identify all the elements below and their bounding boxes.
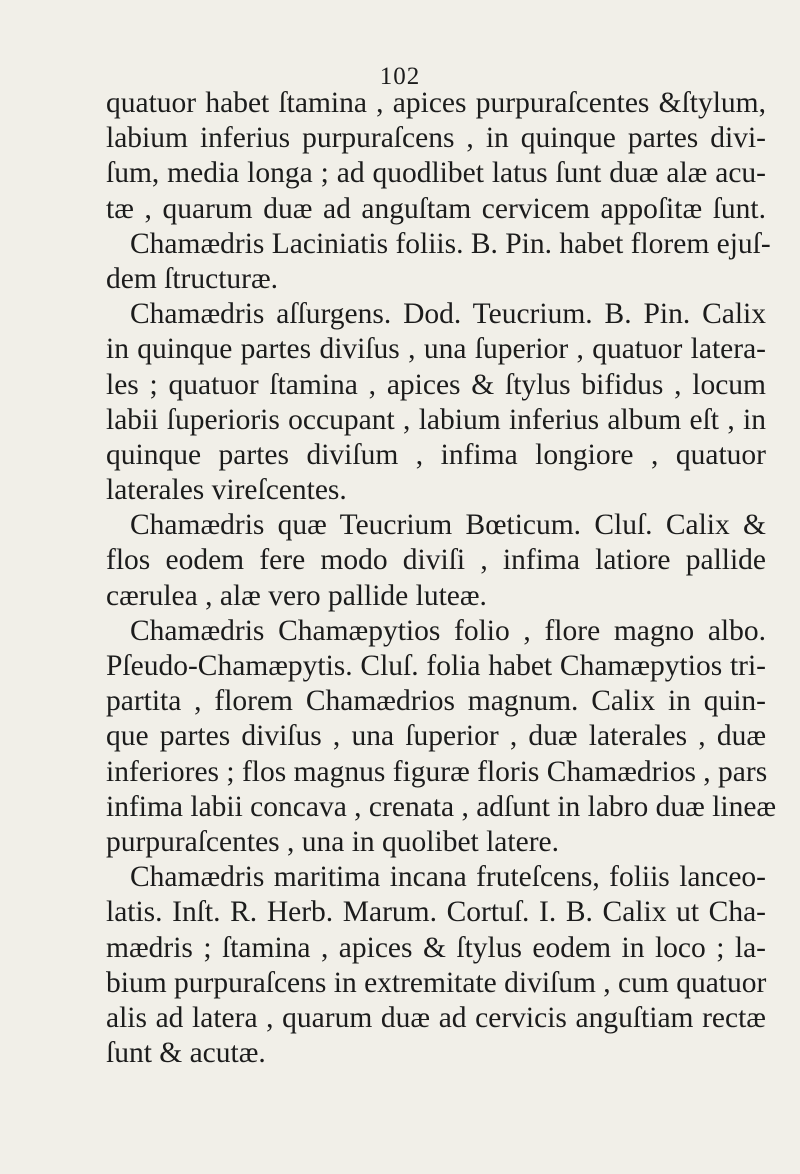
text-line: quatuor habet ſtamina , apices purpuraſcentes &ſtylum,: [106, 87, 766, 119]
text-line: dem ſtructuræ.: [106, 262, 279, 295]
page-number: 102: [379, 63, 421, 90]
text-line: Pſeudo-Chamæpytis. Cluſ. folia habet Chamæpytios tri-: [106, 650, 766, 682]
text-line: purpuraſcentes , una in quolibet latere.: [106, 825, 559, 858]
text-line: latis. Inſt. R. Herb. Marum. Cortuſ. I. B. Calix ut Cha-: [106, 896, 766, 929]
text-line: labii ſuperioris occupant , labium inferius album eſt , in: [106, 403, 766, 436]
text-line: les ; quatuor ſtamina , apices & ſtylus bifidus , locum: [106, 368, 766, 401]
text-line: in quinque partes diviſus , una ſuperior , quatuor latera-: [106, 333, 766, 366]
text-line: inferiores ; flos magnus figuræ floris Chamædrios , pars: [106, 755, 768, 788]
body-text: [106, 86, 777, 1071]
text-line: tæ , quarum duæ ad anguſtam cervicem appoſitæ ſunt.: [106, 192, 766, 225]
text-line: cærulea , alæ vero pallide luteæ.: [106, 579, 487, 612]
text-line: ſunt & acutæ.: [106, 1037, 266, 1070]
text-line: flos eodem fere modo diviſi , infima latiore pallide: [106, 544, 766, 577]
text-line: ſum, media longa ; ad quodlibet latus ſunt duæ alæ acu-: [106, 157, 766, 190]
text-line: bium purpuraſcens in extremitate diviſum , cum quatuor: [106, 966, 767, 999]
text-line: Chamædris Laciniatis foliis. B. Pin. habet florem ejuſ-: [130, 227, 771, 260]
text-line: laterales vireſcentes.: [106, 474, 347, 507]
text-line: Chamædris Chamæpytios folio , flore magno albo.: [130, 614, 766, 647]
text-line: labium inferius purpuraſcens , in quinque partes divi-: [106, 122, 766, 155]
text-line: Chamædris maritima incana fruteſcens, foliis lanceo-: [130, 861, 766, 894]
text-line: mædris ; ſtamina , apices & ſtylus eodem in loco ; la-: [106, 931, 766, 964]
text-line: partita , florem Chamædrios magnum. Calix in quin-: [106, 685, 766, 718]
text-line: infima labii concava , crenata , adſunt in labro duæ lineæ: [106, 790, 777, 823]
text-line: alis ad latera , quarum duæ ad cervicis anguſtiam rectæ: [106, 1001, 766, 1034]
text-line: Chamædris aſſurgens. Dod. Teucrium. B. Pin. Calix: [130, 298, 766, 331]
text-line: Chamædris quæ Teucrium Bœticum. Cluſ. Calix &: [130, 509, 766, 542]
text-line: quinque partes diviſum , infima longiore , quatuor: [106, 438, 766, 471]
text-line: que partes diviſus , una ſuperior , duæ laterales , duæ: [106, 720, 766, 753]
